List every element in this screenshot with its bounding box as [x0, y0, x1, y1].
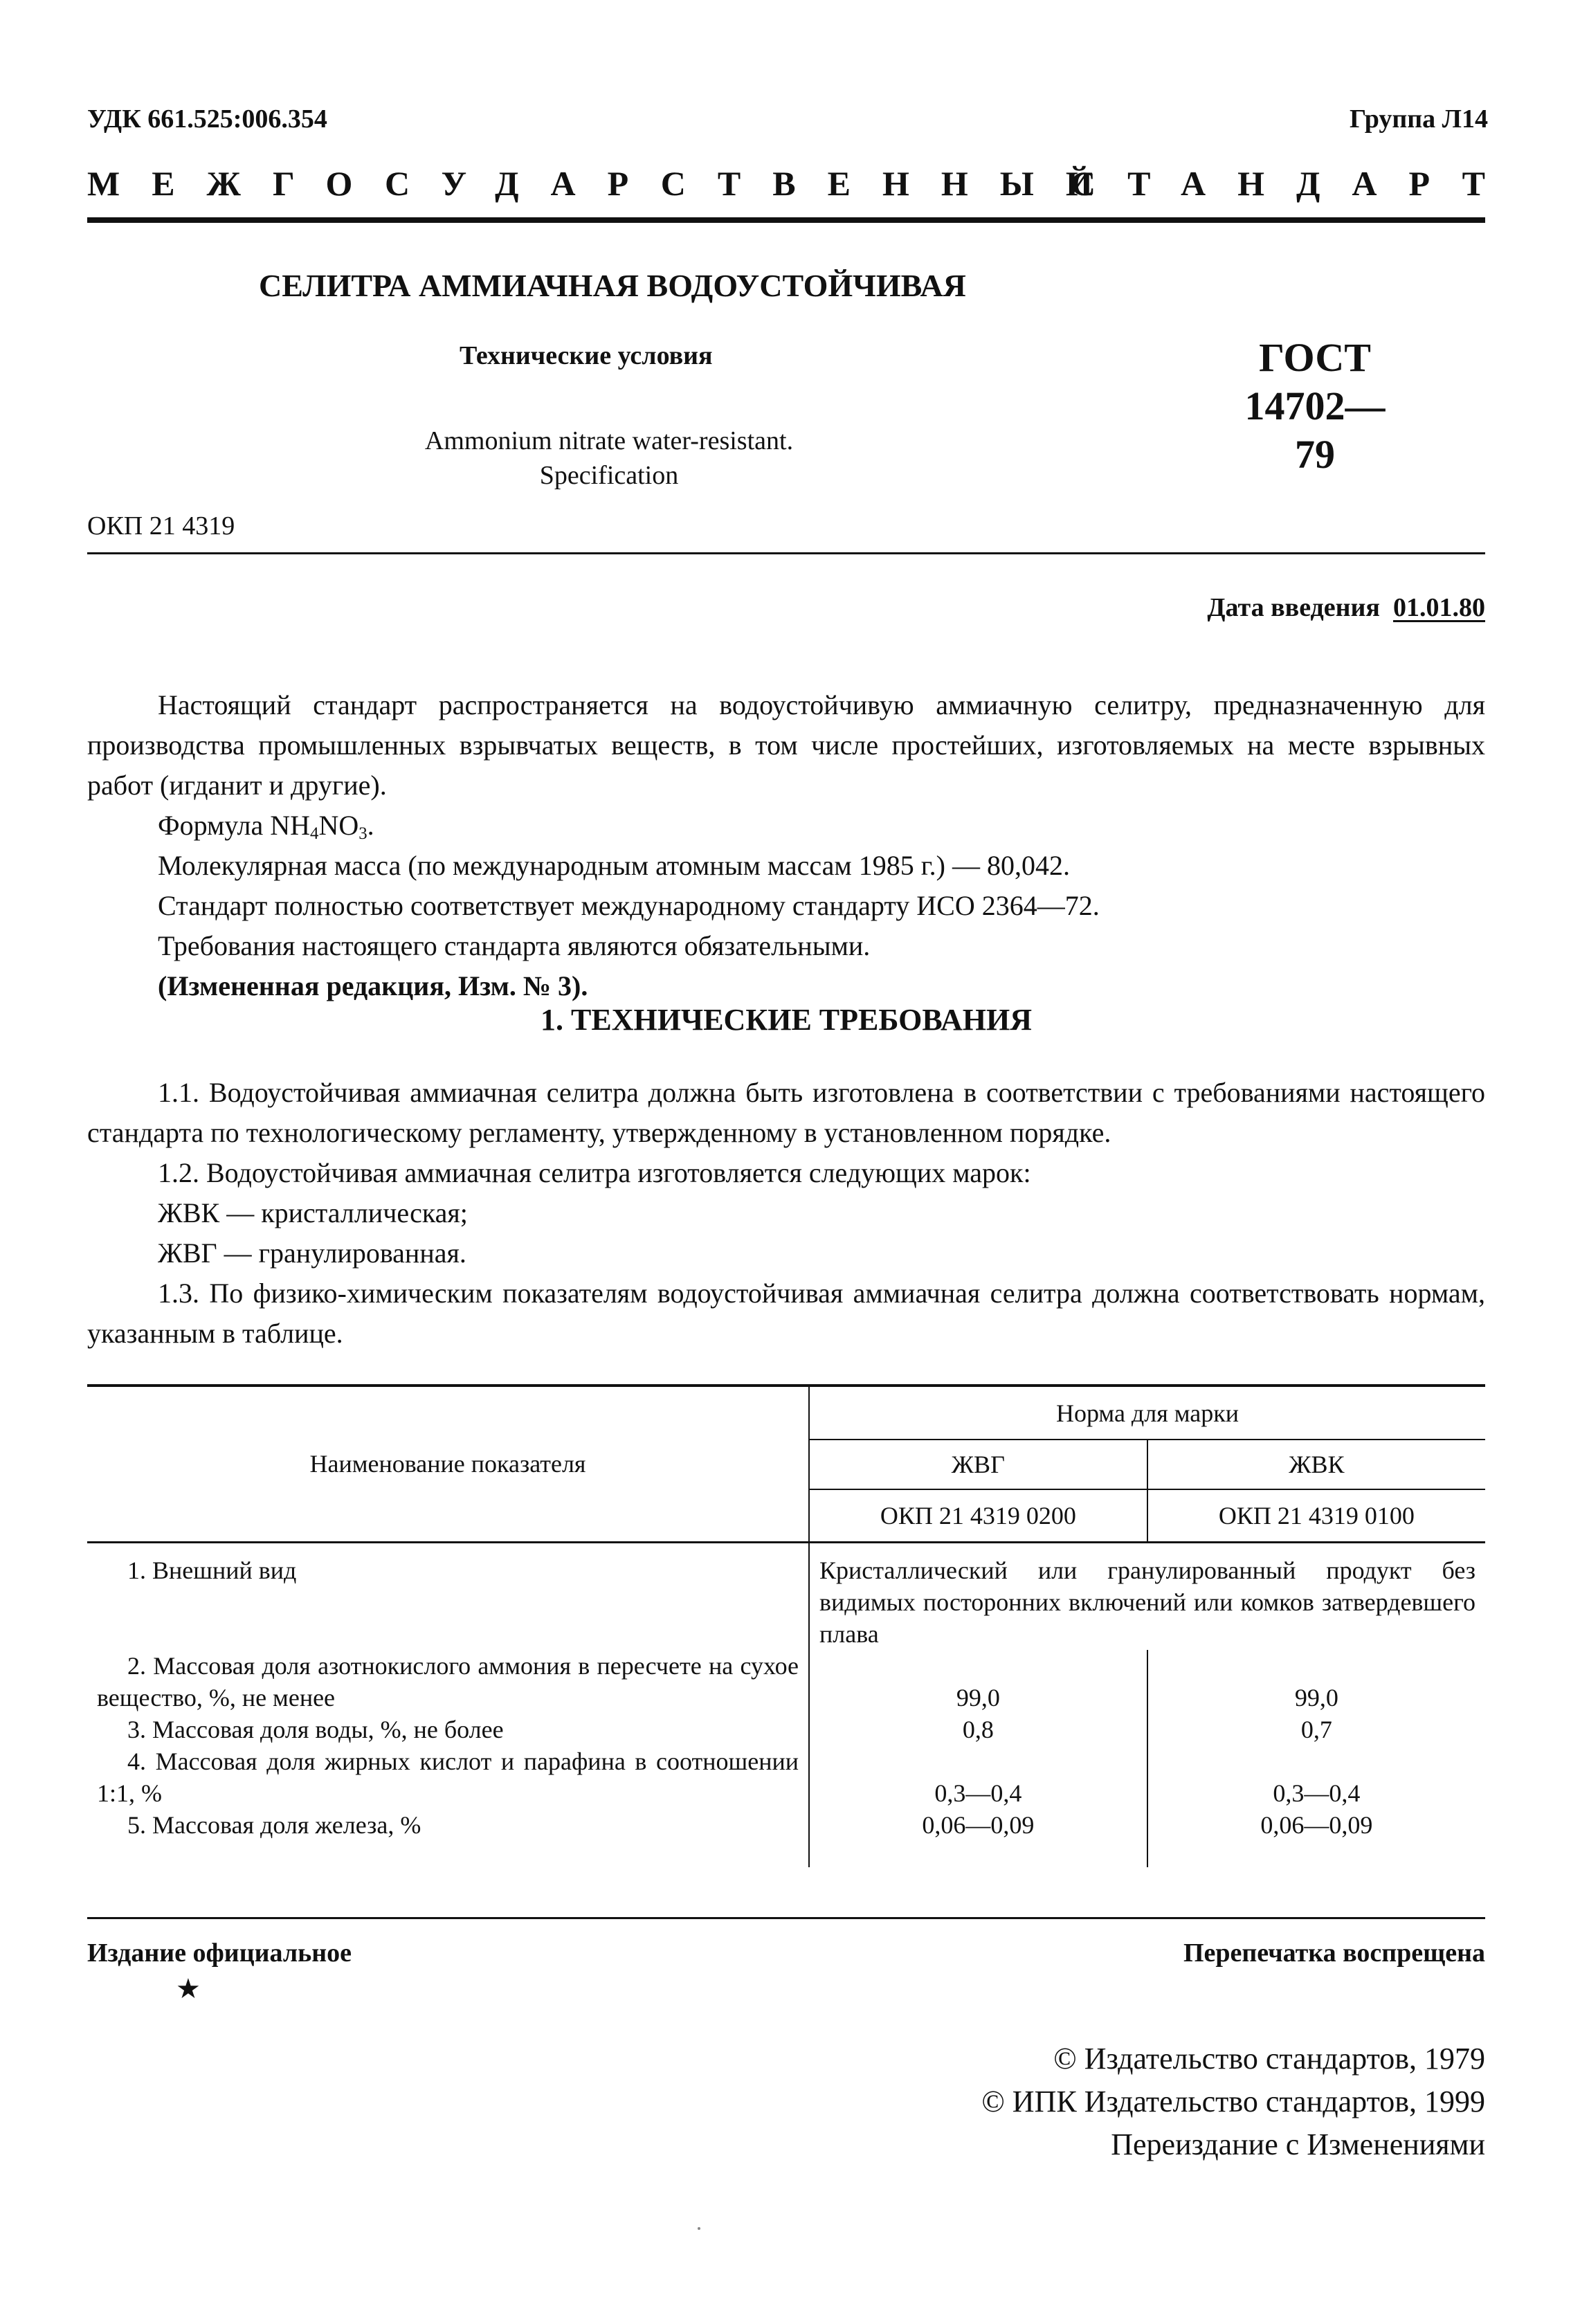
row-value-zhvg: 0,06—0,09	[809, 1809, 1147, 1867]
copyright-1979: © Издательство стандартов, 1979	[1053, 2042, 1485, 2076]
footer-rule	[87, 1917, 1485, 1919]
row-name: 5. Массовая доля железа, %	[127, 1810, 421, 1839]
amendment-note: (Измененная редакция, Изм. № 3).	[158, 970, 588, 1001]
title-rule	[87, 552, 1485, 554]
header-okp-zhvk: ОКП 21 4319 0100	[1147, 1489, 1485, 1542]
interstate-heading: МЕЖГОСУДАРСТВЕННЫЙ	[87, 164, 1125, 203]
effective-date-label: Дата введения	[1207, 593, 1380, 622]
intro-block	[87, 685, 1485, 1006]
row-value-zhvk: 0,06—0,09	[1147, 1809, 1485, 1867]
copyright-block	[981, 2037, 1485, 2166]
gost-designation	[1225, 334, 1405, 479]
english-title	[388, 424, 830, 493]
row-value-zhvk: 0,3—0,4	[1147, 1745, 1485, 1809]
table-row	[87, 1650, 1485, 1714]
iso-compliance: Стандарт полностью соответствует международному стандарту ИСО 2364—72.	[158, 890, 1100, 921]
row-value-zhvk: 0,7	[1147, 1714, 1485, 1745]
reprint-prohibited: Перепечатка воспрещена	[1183, 1939, 1485, 1968]
formula	[270, 810, 374, 844]
clause-1-2: 1.2. Водоустойчивая аммиачная селитра изготовляется следующих марок:	[158, 1157, 1031, 1188]
header-okp-zhvg: ОКП 21 4319 0200	[809, 1489, 1147, 1542]
formula-part: NO	[318, 810, 359, 841]
spec-table	[87, 1387, 1485, 1867]
table-row	[87, 1714, 1485, 1745]
standard-heading: СТАНДАРТ	[1071, 164, 1517, 203]
english-title-line2: Specification	[539, 461, 679, 490]
reissue-note: Переиздание с Изменениями	[1111, 2127, 1485, 2161]
table-row	[87, 1745, 1485, 1809]
formula-line	[87, 806, 1485, 846]
row-name: 1. Внешний вид	[127, 1556, 297, 1584]
group-code: Группа Л14	[1349, 105, 1488, 134]
intro-paragraph: Настоящий стандарт распространяется на водоустойчивую аммиачную селитру, предназначенную для производства промышленных взрывчатых веществ, в том числе простейших, изготовляемых на месте взрывных работ (игданит и другие).	[87, 689, 1485, 801]
gost-number: 14702—79	[1244, 383, 1386, 477]
section-heading: 1. ТЕХНИЧЕСКИЕ ТРЕБОВАНИЯ	[541, 1003, 1032, 1037]
header-grade-zhvg: ЖВГ	[809, 1440, 1147, 1489]
table-row	[87, 1542, 1485, 1650]
header-norm: Норма для марки	[809, 1387, 1485, 1440]
copyright-1999: © ИПК Издательство стандартов, 1999	[981, 2085, 1485, 2118]
mandatory-note: Требования настоящего стандарта являются обязательными.	[158, 930, 871, 961]
udk-code: УДК 661.525:006.354	[87, 105, 327, 134]
row-value-zhvg: 0,8	[809, 1714, 1147, 1745]
formula-subscript: 3	[358, 824, 367, 844]
formula-part: .	[367, 810, 374, 841]
clause-1-1: 1.1. Водоустойчивая аммиачная селитра должна быть изготовлена в соответствии с требованиями настоящего стандарта по технологическому регламенту, утвержденному в установленном порядке.	[87, 1077, 1485, 1148]
document-subtitle: Технические условия	[460, 341, 713, 370]
grade-g: ЖВГ — гранулированная.	[158, 1237, 466, 1269]
molecular-mass: Молекулярная масса (по международным атомным массам 1985 г.) — 80,042.	[158, 850, 1070, 881]
row-value-zhvg: 99,0	[809, 1650, 1147, 1714]
header-indicator: Наименование показателя	[87, 1387, 809, 1542]
gost-label: ГОСТ	[1259, 335, 1371, 380]
effective-date-value: 01.01.80	[1393, 593, 1485, 622]
table-row	[87, 1809, 1485, 1867]
row-name: 4. Массовая доля жирных кислот и парафина в соотношении 1:1, %	[97, 1747, 799, 1807]
section1-block	[87, 1073, 1485, 1354]
official-edition: Издание официальное	[87, 1939, 352, 1968]
row-name: 2. Массовая доля азотнокислого аммония в пересчете на сухое вещество, %, не менее	[97, 1651, 799, 1712]
row-value-zhvg: 0,3—0,4	[809, 1745, 1147, 1809]
formula-label: Формула	[158, 810, 264, 841]
header-grade-zhvk: ЖВК	[1147, 1440, 1485, 1489]
document-title: СЕЛИТРА АММИАЧНАЯ ВОДОУСТОЙЧИВАЯ	[259, 268, 966, 303]
grade-k: ЖВК — кристаллическая;	[158, 1197, 468, 1228]
okp-code: ОКП 21 4319	[87, 511, 235, 541]
row-merged-value: Кристаллический или гранулированный продукт без видимых посторонних включений или комков затвердевшего плава	[809, 1542, 1485, 1650]
english-title-line1: Ammonium nitrate water-resistant.	[424, 426, 794, 455]
formula-part: NH	[270, 810, 311, 841]
header-rule	[87, 217, 1485, 223]
star-icon: ★	[176, 1973, 201, 2004]
row-value-zhvk: 99,0	[1147, 1650, 1485, 1714]
row-name: 3. Массовая доля воды, %, не более	[127, 1715, 504, 1743]
effective-date	[1207, 592, 1485, 623]
scan-dot	[698, 2227, 700, 2230]
clause-1-3: 1.3. По физико-химическим показателям водоустойчивая аммиачная селитра должна соответствовать нормам, указанным в таблице.	[87, 1278, 1485, 1349]
formula-subscript: 4	[310, 824, 319, 844]
